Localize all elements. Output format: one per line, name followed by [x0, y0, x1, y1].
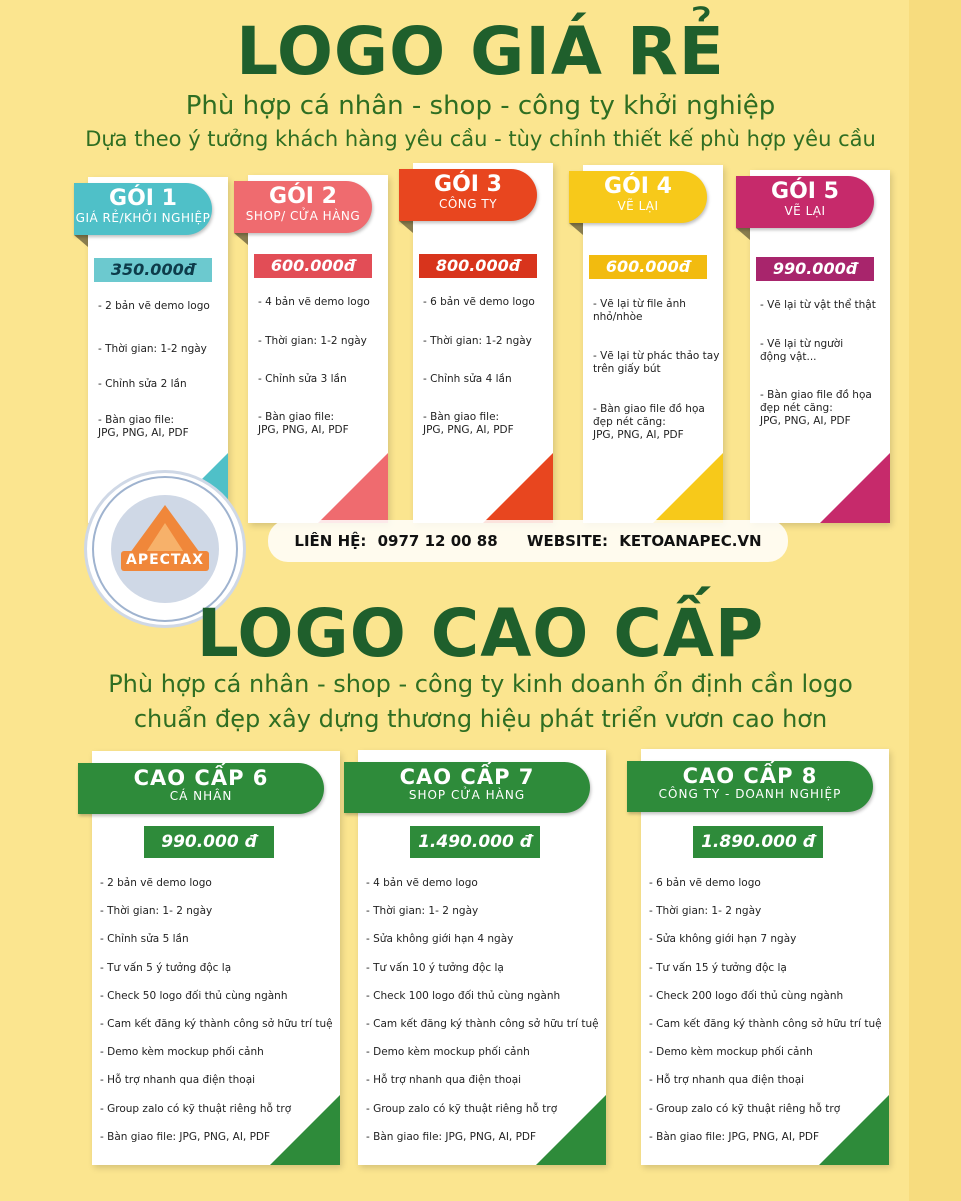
- package-feature: - Chỉnh sửa 3 lần: [258, 373, 347, 385]
- package-price-1: 350.000đ: [94, 258, 212, 282]
- package-ribbon-3: [399, 169, 537, 221]
- ribbon-fold: [736, 228, 750, 240]
- premium-feature: - Group zalo có kỹ thuật riêng hỗ trợ: [649, 1102, 841, 1115]
- premium-price-6: 990.000 đ: [144, 826, 274, 858]
- package-feature: - Vẽ lại từ vật thể thật: [760, 299, 876, 311]
- premium-tag: CÁ NHÂN: [169, 789, 233, 803]
- section1-title: LOGO GIÁ RẺ: [236, 13, 725, 90]
- section1-subtitle-1: Phù hợp cá nhân - shop - công ty khởi nghiệp: [185, 91, 776, 121]
- contact-website[interactable]: KETOANAPEC.VN: [619, 532, 762, 550]
- package-feature: - Chỉnh sửa 2 lần: [98, 378, 187, 390]
- package-name: GÓI 2: [269, 184, 337, 209]
- ribbon-fold: [569, 223, 583, 235]
- premium-feature-list: [366, 876, 604, 1158]
- premium-feature: - Tư vấn 15 ý tưởng độc lạ: [649, 961, 787, 974]
- package-tag: GIÁ RẺ/KHỞI NGHIỆP: [75, 211, 211, 225]
- package-feature: - Thời gian: 1-2 ngày: [258, 335, 367, 347]
- section1-subtitle-2: Dựa theo ý tưởng khách hàng yêu cầu - tùy chỉnh thiết kế phù hợp yêu cầu: [85, 127, 876, 151]
- package-tag: VẼ LẠI: [784, 204, 826, 218]
- package-price-4: 600.000đ: [589, 255, 707, 279]
- package-feature: - 6 bản vẽ demo logo: [423, 296, 535, 308]
- premium-feature: - Thời gian: 1- 2 ngày: [100, 905, 213, 918]
- premium-feature: - Hỗ trợ nhanh qua điện thoại: [366, 1074, 522, 1087]
- premium-feature: - Bàn giao file: JPG, PNG, AI, PDF: [366, 1130, 537, 1143]
- contact-phone-label: LIÊN HỆ:: [294, 532, 367, 550]
- premium-feature: - Check 50 logo đối thủ cùng ngành: [100, 989, 288, 1002]
- premium-name: CAO CẤP 7: [399, 765, 535, 789]
- package-name: GÓI 4: [604, 174, 672, 199]
- premium-feature: - 2 bản vẽ demo logo: [100, 877, 212, 889]
- package-feature: - Bàn giao file: JPG, PNG, AI, PDF: [98, 414, 189, 439]
- premium-feature: - Chỉnh sửa 5 lần: [100, 933, 189, 946]
- premium-feature: - Cam kết đăng ký thành công sở hữu trí tuệ: [100, 1017, 333, 1030]
- section2-title: LOGO CAO CẤP: [196, 595, 765, 672]
- package-name: GÓI 1: [109, 186, 177, 211]
- premium-name: CAO CẤP 6: [133, 766, 269, 790]
- premium-ribbon-8: [627, 761, 873, 812]
- package-price-5: 990.000đ: [756, 257, 874, 281]
- premium-feature: - Hỗ trợ nhanh qua điện thoại: [649, 1074, 805, 1087]
- package-feature: - 4 bản vẽ demo logo: [258, 296, 370, 308]
- premium-name: CAO CẤP 8: [682, 764, 818, 788]
- premium-feature: - Group zalo có kỹ thuật riêng hỗ trợ: [366, 1102, 558, 1115]
- premium-feature: - Bàn giao file: JPG, PNG, AI, PDF: [649, 1130, 820, 1143]
- premium-tag: SHOP CỬA HÀNG: [408, 788, 526, 802]
- seal-name: APECTAX: [125, 552, 205, 568]
- card-corner-accent: [318, 453, 388, 523]
- ribbon-fold: [399, 221, 413, 233]
- premium-feature: - Cam kết đăng ký thành công sở hữu trí tuệ: [649, 1017, 882, 1030]
- card-corner-accent: [820, 453, 890, 523]
- premium-ribbon-7: [344, 762, 590, 813]
- premium-feature-list: [649, 876, 887, 1158]
- package-feature: - Bàn giao file đồ họa đẹp nét căng: JPG, PNG, AI, PDF: [760, 389, 872, 427]
- premium-feature: - Sửa không giới hạn 4 ngày: [366, 933, 514, 946]
- premium-feature: - Check 200 logo đối thủ cùng ngành: [649, 989, 844, 1002]
- ribbon-fold: [74, 235, 88, 247]
- premium-feature: - Cam kết đăng ký thành công sở hữu trí tuệ: [366, 1017, 599, 1030]
- package-price-3: 800.000đ: [419, 254, 537, 278]
- package-feature: - Chỉnh sửa 4 lần: [423, 373, 512, 385]
- premium-feature: - Tư vấn 5 ý tưởng độc lạ: [100, 961, 232, 974]
- package-ribbon-4: [569, 171, 707, 223]
- premium-feature: - Tư vấn 10 ý tưởng độc lạ: [366, 961, 504, 974]
- package-feature: - Vẽ lại từ phác thảo tay trên giấy bút: [593, 350, 720, 375]
- premium-feature: - Thời gian: 1- 2 ngày: [366, 905, 479, 918]
- contact-bar: [268, 520, 788, 562]
- premium-ribbon-6: [78, 763, 324, 814]
- premium-feature-list: [100, 876, 338, 1158]
- premium-feature: - 4 bản vẽ demo logo: [366, 877, 478, 889]
- premium-feature: - Thời gian: 1- 2 ngày: [649, 905, 762, 918]
- package-feature: - Bàn giao file: JPG, PNG, AI, PDF: [258, 411, 349, 436]
- contact-phone[interactable]: 0977 12 00 88: [377, 532, 498, 550]
- section2-subtitle-2: chuẩn đẹp xây dựng thương hiệu phát triển vươn cao hơn: [133, 705, 828, 733]
- package-name: GÓI 3: [434, 172, 502, 197]
- premium-price-7: 1.490.000 đ: [410, 826, 540, 858]
- premium-price-8: 1.890.000 đ: [693, 826, 823, 858]
- package-feature: - Vẽ lại từ file ảnh nhỏ/nhòe: [593, 298, 686, 323]
- package-feature: - Thời gian: 1-2 ngày: [98, 343, 207, 355]
- premium-feature: - Demo kèm mockup phối cảnh: [100, 1046, 264, 1059]
- package-tag: VẼ LẠI: [617, 199, 659, 213]
- section2-subtitle-1: Phù hợp cá nhân - shop - công ty kinh doanh ổn định cần logo: [108, 670, 853, 698]
- package-feature: - 2 bản vẽ demo logo: [98, 300, 210, 312]
- package-ribbon-1: [74, 183, 212, 235]
- premium-feature: - Bàn giao file: JPG, PNG, AI, PDF: [100, 1130, 271, 1143]
- package-name: GÓI 5: [771, 179, 839, 204]
- premium-feature: - Demo kèm mockup phối cảnh: [649, 1046, 813, 1059]
- package-ribbon-2: [234, 181, 372, 233]
- ribbon-fold: [234, 233, 248, 245]
- package-tag: SHOP/ CỬA HÀNG: [245, 209, 361, 223]
- premium-feature: - Demo kèm mockup phối cảnh: [366, 1046, 530, 1059]
- premium-feature: - 6 bản vẽ demo logo: [649, 877, 761, 889]
- package-price-2: 600.000đ: [254, 254, 372, 278]
- premium-feature: - Check 100 logo đối thủ cùng ngành: [366, 989, 561, 1002]
- package-feature: - Bàn giao file: JPG, PNG, AI, PDF: [423, 411, 514, 436]
- package-feature: - Bàn giao file đồ họa đẹp nét căng: JPG, PNG, AI, PDF: [593, 403, 705, 441]
- package-ribbon-5: [736, 176, 874, 228]
- card-corner-accent: [483, 453, 553, 523]
- package-feature: - Thời gian: 1-2 ngày: [423, 335, 532, 347]
- premium-feature: - Sửa không giới hạn 7 ngày: [649, 933, 797, 946]
- card-corner-accent: [653, 453, 723, 523]
- premium-feature: - Hỗ trợ nhanh qua điện thoại: [100, 1074, 256, 1087]
- package-tag: CÔNG TY: [438, 197, 498, 211]
- premium-tag: CÔNG TY - DOANH NGHIỆP: [658, 787, 842, 801]
- package-feature: - Vẽ lại từ người động vật...: [760, 338, 844, 363]
- contact-website-label: WEBSITE:: [526, 532, 608, 550]
- premium-feature: - Group zalo có kỹ thuật riêng hỗ trợ: [100, 1102, 292, 1115]
